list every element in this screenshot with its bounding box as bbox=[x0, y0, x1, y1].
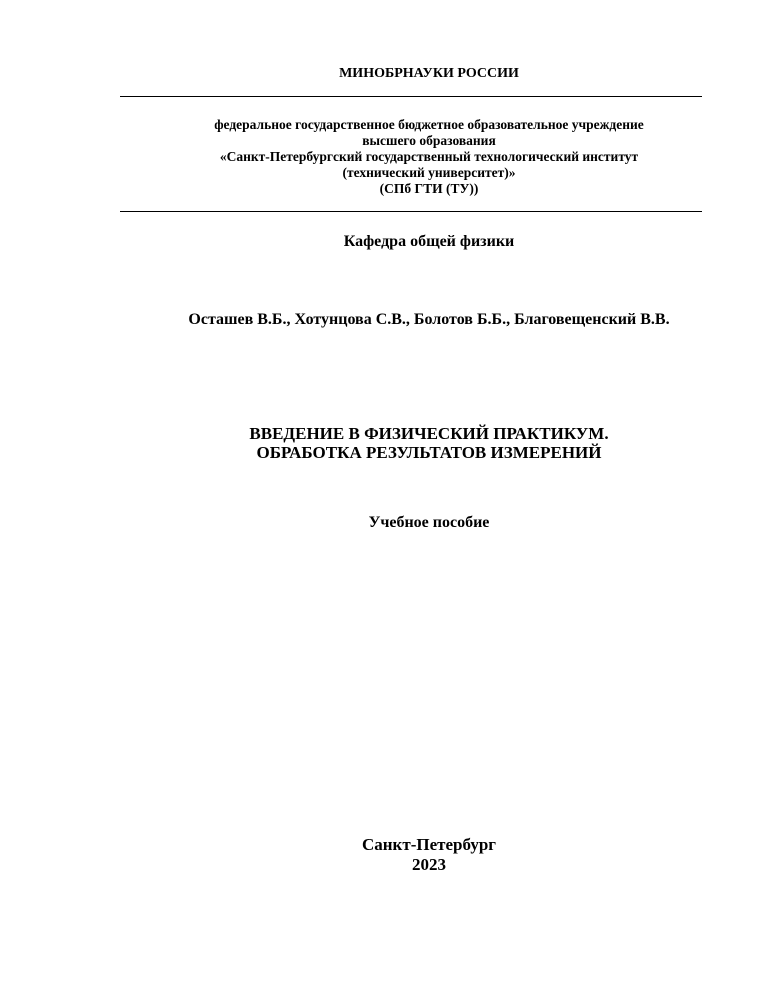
header-divider-thin bbox=[120, 211, 702, 212]
publication-year: 2023 bbox=[412, 855, 446, 874]
institution-line-2: высшего образования bbox=[362, 133, 496, 148]
header-divider-thick bbox=[120, 96, 702, 97]
authors: Осташев В.Б., Хотунцова С.В., Болотов Б.Б., Благовещенский В.В. bbox=[188, 311, 670, 328]
institution-line-1: федеральное государственное бюджетное образовательное учреждение bbox=[214, 117, 644, 132]
ministry-heading: МИНОБРНАУКИ РОССИИ bbox=[339, 66, 519, 81]
institution-line-4: (технический университет)» bbox=[342, 165, 516, 180]
institution-abbreviation: (СПб ГТИ (ТУ)) bbox=[379, 181, 479, 196]
document-type: Учебное пособие bbox=[368, 514, 490, 531]
publication-city: Санкт-Петербург bbox=[361, 835, 497, 854]
institution-line-3: «Санкт-Петербургский государственный технологический институт bbox=[219, 149, 639, 164]
document-title-line-1: ВВЕДЕНИЕ В ФИЗИЧЕСКИЙ ПРАКТИКУМ. bbox=[249, 424, 609, 443]
department-name: Кафедра общей физики bbox=[343, 233, 515, 250]
document-title-line-2: ОБРАБОТКА РЕЗУЛЬТАТОВ ИЗМЕРЕНИЙ bbox=[256, 443, 602, 462]
